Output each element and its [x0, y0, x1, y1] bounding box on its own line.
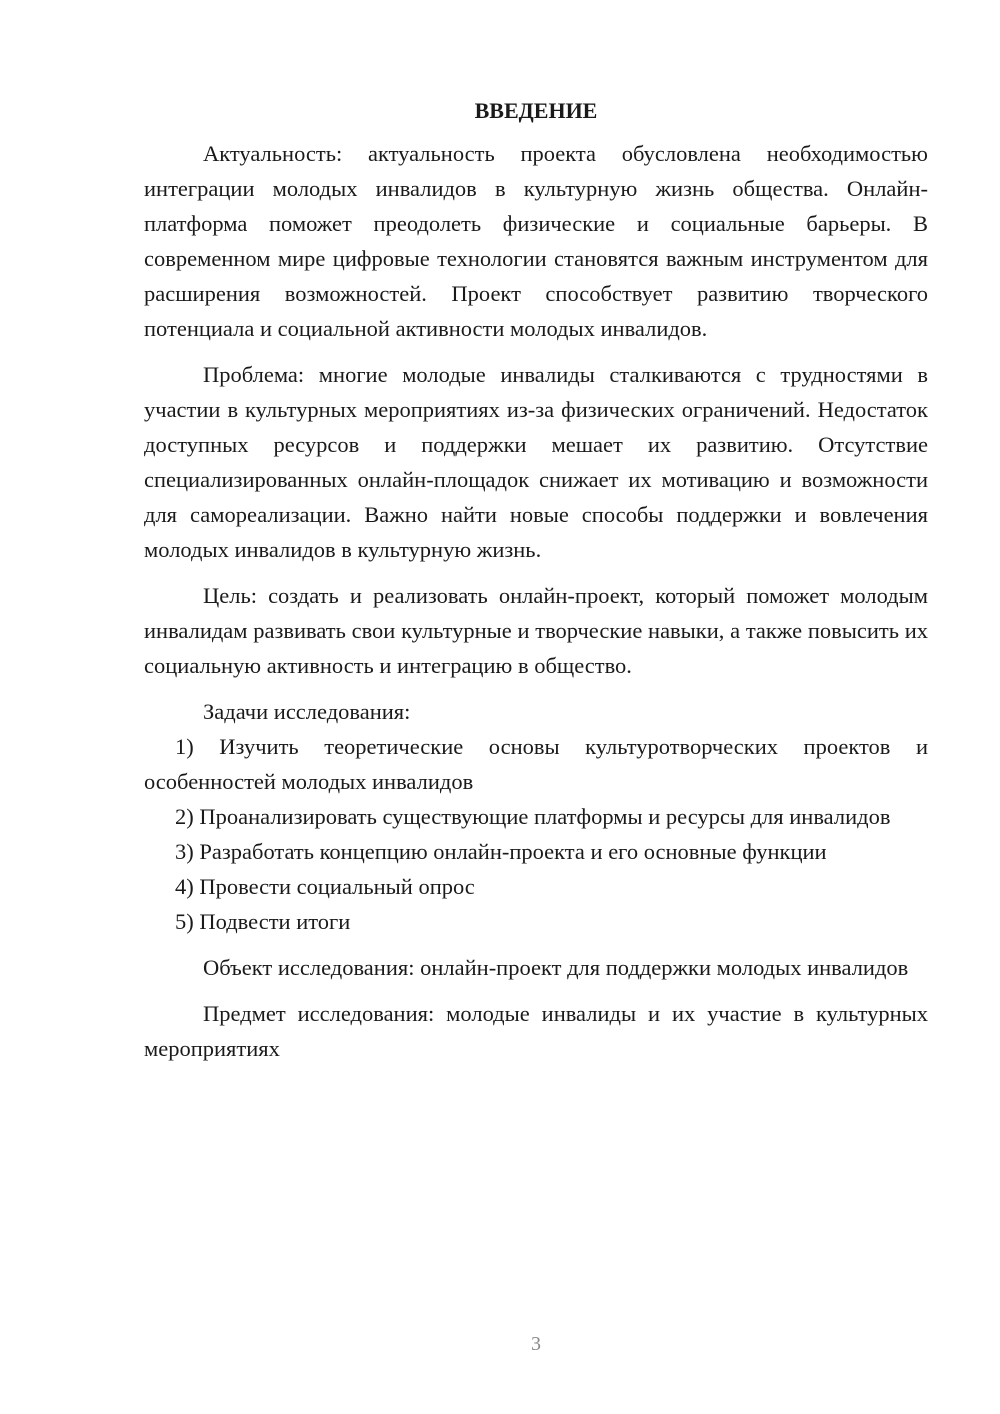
tasks-title: Задачи исследования: [203, 699, 411, 724]
goal-paragraph: Цель: создать и реализовать онлайн-проект, который поможет молодым инвалидам развивать свои культурные и творческие навыки, а также повысить их социальную активность и интеграцию в общество. [144, 583, 928, 678]
task-item-3: 3) Разработать концепцию онлайн-проекта и его основные функции [175, 839, 827, 864]
subject-paragraph: Предмет исследования: молодые инвалиды и их участие в культурных мероприятиях [144, 1001, 928, 1061]
object-paragraph: Объект исследования: онлайн-проект для поддержки молодых инвалидов [203, 955, 909, 980]
task-item-5: 5) Подвести итоги [175, 909, 351, 934]
page-number: 3 [531, 1333, 541, 1355]
problem-paragraph: Проблема: многие молодые инвалиды сталкиваются с трудностями в участии в культурных мероприятиях из-за физических ограничений. Недостаток доступных ресурсов и поддержки мешает их развитию. Отсутствие специализированных онлайн-площадок снижает их мотивацию и возможности для самореализации. Важно найти новые способы поддержки и вовлечения молодых инвалидов в культурную жизнь. [144, 362, 928, 562]
task-item-1: 1) Изучить теоретические основы культуротворческих проектов и особенностей молодых инвалидов [144, 734, 928, 794]
task-item-4: 4) Провести социальный опрос [175, 874, 475, 899]
relevance-paragraph: Актуальность: актуальность проекта обусловлена необходимостью интеграции молодых инвалидов в культурную жизнь общества. Онлайн-платформа поможет преодолеть физические и социальные барьеры. В современном мире цифровые технологии становятся важным инструментом для расширения возможностей. Проект способствует развитию творческого потенциала и социальной активности молодых инвалидов. [144, 141, 928, 341]
task-item-2: 2) Проанализировать существующие платформы и ресурсы для инвалидов [175, 804, 891, 829]
page-body [144, 96, 928, 1066]
page-title: ВВЕДЕНИЕ [474, 98, 598, 123]
